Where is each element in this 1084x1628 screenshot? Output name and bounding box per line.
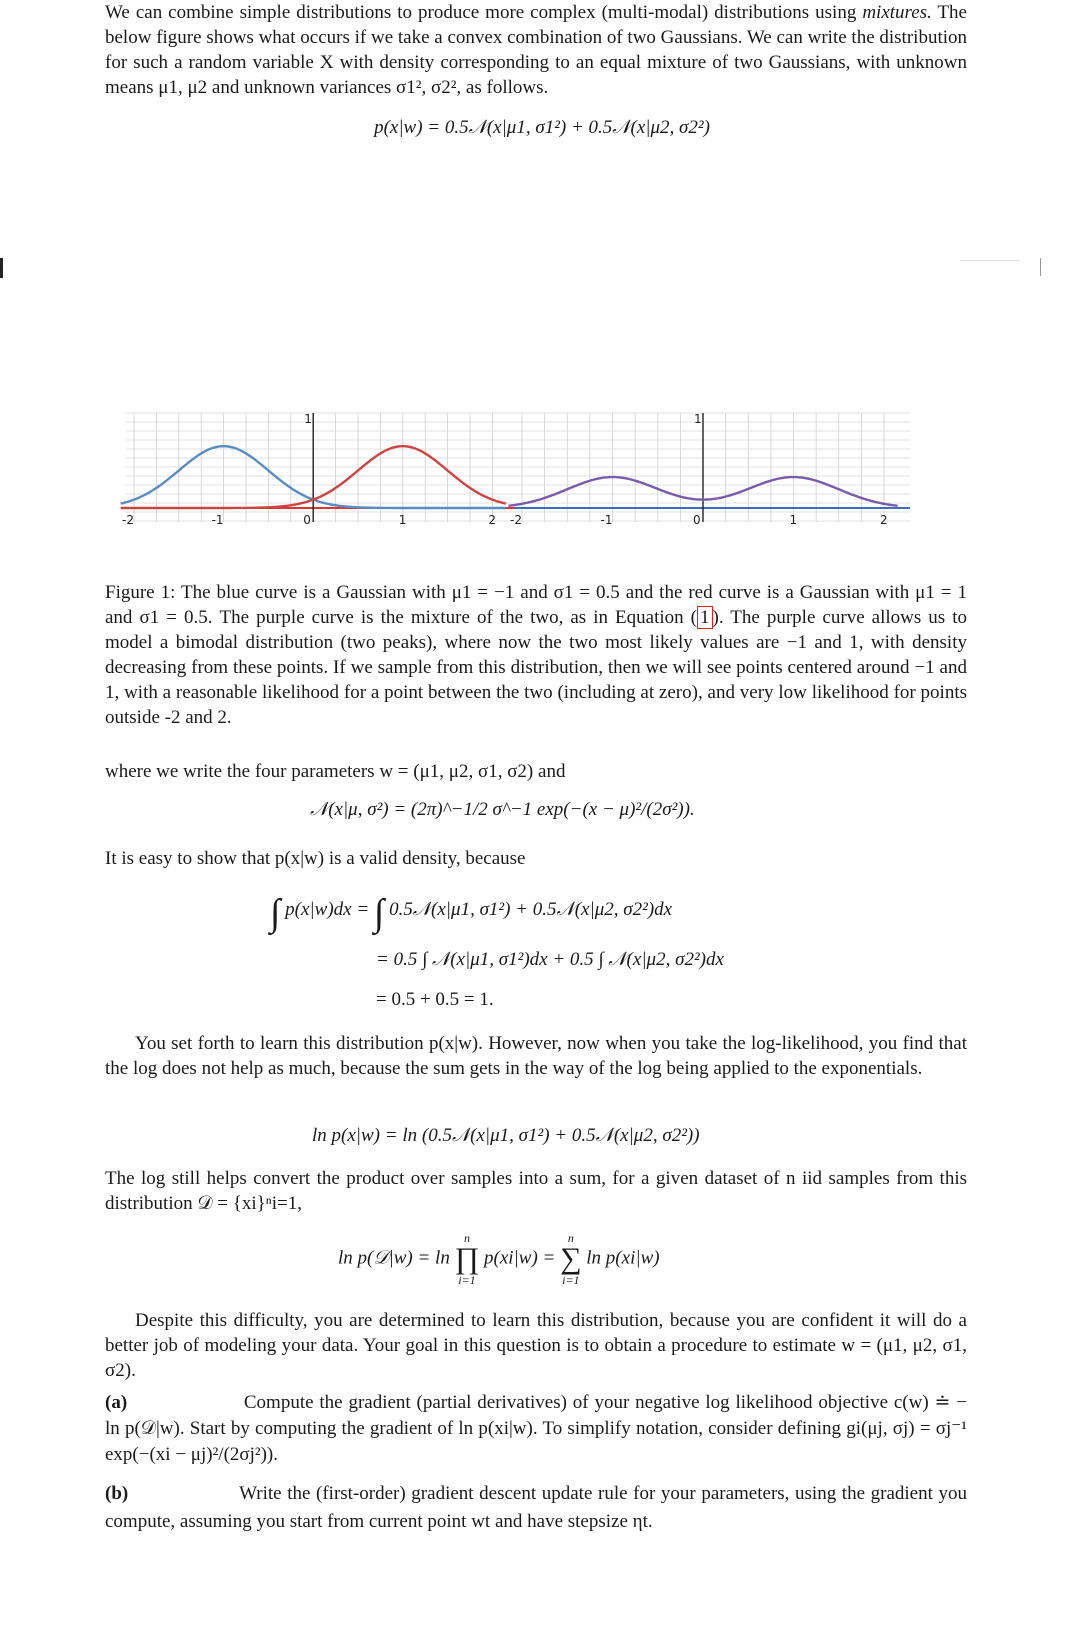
integral-line-2: = 0.5 ∫ 𝒩(x|μ1, σ1²)dx + 0.5 ∫ 𝒩(x|μ2, σ2²)dx <box>376 949 724 970</box>
goal-paragraph: Despite this difficulty, you are determined to learn this distribution, because you are confident it will do a better job of modeling your data. Your goal in this question is to obtain a procedure to estimate w = (μ1, μ2, σ1, σ2). <box>105 1310 967 1381</box>
y-tick-label: 1 <box>304 412 312 426</box>
dataset-paragraph: The log still helps convert the product over samples into a sum, for a given dataset of n iid samples from this distribution 𝒟 = {xi}ⁿi=1, <box>105 1168 967 1214</box>
product-symbol-icon: ∏ <box>454 1242 480 1275</box>
product-operator: n ∏ i=1 <box>454 1231 480 1287</box>
integral-line-3: = 0.5 + 0.5 = 1. <box>376 989 494 1010</box>
x-tick-label: 2 <box>488 513 497 527</box>
part-a: (a) Compute the gradient (partial derivatives) of your negative log likelihood objective c(w) ≐ − ln p(𝒟|w). Start by computing the gradient of ln p(xi|w). To simplify notation, consider defining gi(μj, σj) = σj⁻¹ exp(−(xi − μj)²/(2σj²)). <box>105 1392 968 1465</box>
x-tick-label: -1 <box>600 513 613 527</box>
scan-edge-mark-right <box>1040 258 1041 276</box>
scan-edge-mark <box>0 258 3 278</box>
sum-operator: n ∑ i=1 <box>560 1231 582 1287</box>
integral-sign-icon: ∫ <box>270 892 281 934</box>
right-plot-grid <box>514 413 910 522</box>
x-tick-label: 1 <box>789 513 798 527</box>
integral-line-1: ∫ p(x|w)dx = ∫ 0.5𝒩(x|μ1, σ1²) + 0.5𝒩(x|μ2, σ2²)dx <box>270 892 673 934</box>
log-likelihood-paragraph: You set forth to learn this distribution p(x|w). However, now when you take the log-likelihood, you find that the log does not help as much, because the sum gets in the way of the log being applied to the exponentials. <box>105 1033 967 1079</box>
part-b-label: (b) <box>105 1483 129 1504</box>
x-tick-label: 0 <box>693 513 701 527</box>
valid-density-sentence: It is easy to show that p(x|w) is a valid density, because <box>105 848 526 869</box>
equation-reference-link[interactable]: 1 <box>697 606 713 629</box>
equation-gaussian-density: 𝒩(x|μ, σ²) = (2π)^−1/2 σ^−1 exp(−(x − μ)²/(2σ²)). <box>310 799 695 820</box>
equation-mixture-density: p(x|w) = 0.5𝒩(x|μ1, σ1²) + 0.5𝒩(x|μ2, σ2²) <box>374 117 710 138</box>
intro-paragraph: We can combine simple distributions to produce more complex (multi-modal) distributions using mixtures. The below figure shows what occurs if we take a convex combination of two Gaussians. We can write the distribution for such a random variable X with density corresponding to an equal mixture of two Gaussians, with unknown means μ1, μ2 and unknown variances σ1², σ2², as follows. <box>105 2 967 98</box>
part-b: (b) Write the (first-order) gradient descent update rule for your parameters, using the gradient you compute, assuming you start from current point wt and have stepsize ηt. <box>105 1483 967 1532</box>
scan-rule-mark <box>960 260 1020 261</box>
figure-1 <box>120 408 920 533</box>
left-plot-tick-labels <box>122 412 496 527</box>
x-tick-label: 0 <box>303 513 311 527</box>
right-plot-axes <box>514 413 910 522</box>
equation-log-density: ln p(x|w) = ln (0.5𝒩(x|μ1, σ1²) + 0.5𝒩(x|μ2, σ2²)) <box>312 1125 700 1146</box>
x-tick-label: 2 <box>880 513 888 527</box>
sum-symbol-icon: ∑ <box>560 1242 582 1275</box>
figure-caption: Figure 1: The blue curve is a Gaussian with μ1 = −1 and σ1 = 0.5 and the red curve is a Gaussian with μ1 = 1 and σ1 = 0.5. The purple curve is the mixture of the two, as in Equation ( 1 ). The purple curve allows us to model a bimodal distribution (two peaks), where now the two most likely values are −1 and 1, with density decreasing from these points. If we sample from this distribution, then we will see points centered around −1 and 1, with a reasonable likelihood for a point between the two (including at zero), and very low likelihood for points outside -2 and 2. <box>105 582 968 728</box>
x-tick-label: -1 <box>211 513 224 527</box>
part-a-label: (a) <box>105 1392 128 1413</box>
x-tick-label: -2 <box>510 513 522 527</box>
x-tick-label: 1 <box>398 513 407 527</box>
integral-sign-icon: ∫ <box>373 892 385 934</box>
right-plot-tick-labels <box>510 412 888 527</box>
x-tick-label: -2 <box>122 513 134 527</box>
y-tick-label: 1 <box>694 412 702 426</box>
parameters-sentence: where we write the four parameters w = (μ1, μ2, σ1, σ2) and <box>105 761 566 782</box>
equation-dataset-log-likelihood: ln p(𝒟|w) = ln n ∏ i=1 p(xi|w) = n ∑ i=1 ln p(xi|w) <box>338 1231 660 1287</box>
